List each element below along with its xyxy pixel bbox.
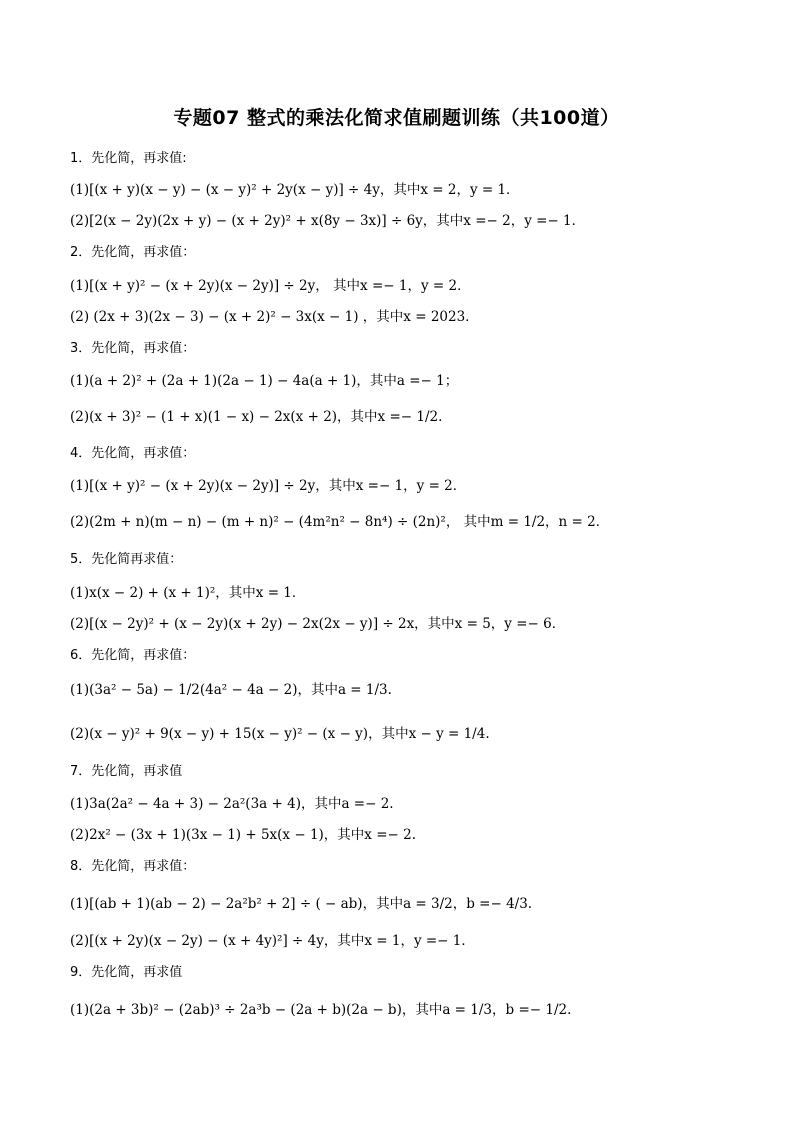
problem-5-part-2: (2)[(x − 2y)² + (x − 2y)(x + 2y) − 2x(2x − y)] ÷ 2x，其中x = 5，y =− 6． xyxy=(70,616,566,632)
problem-4-part-2: (2)(2m + n)(m − n) − (m + n)² − (4m²n² − 8n⁴) ÷ (2n)²， 其中m = 1/2，n = 2． xyxy=(70,514,610,530)
problem-9-heading: 9．先化简，再求值 xyxy=(70,965,183,980)
problem-7-heading: 7．先化简，再求值 xyxy=(70,764,183,779)
document-title: 专题07 整式的乘法化简求值刷题训练（共100道） xyxy=(173,107,620,129)
problem-9-part-1: (1)(2a + 3b)² − (2ab)³ ÷ 2a³b − (2a + b)(2a − b)，其中a = 1/3，b =− 1/2. xyxy=(70,1002,572,1018)
problem-2-part-2: (2) (2x + 3)(2x − 3) − (x + 2)² − 3x(x − 1) ，其中x = 2023． xyxy=(70,309,479,325)
problem-3-part-2: (2)(x + 3)² − (1 + x)(1 − x) − 2x(x + 2)，其中x =− 1/2. xyxy=(70,409,443,425)
problem-7-part-2: (2)2x² − (3x + 1)(3x − 1) + 5x(x − 1)，其中x =− 2. xyxy=(70,827,416,843)
problem-7-part-1: (1)3a(2a² − 4a + 3) − 2a²(3a + 4)，其中a =− 2. xyxy=(70,796,394,812)
problem-3-part-1: (1)(a + 2)² + (2a + 1)(2a − 1) − 4a(a + 1)，其中a =− 1； xyxy=(70,373,459,389)
problem-2-part-1: (1)[(x + y)² − (x + 2y)(x − 2y)] ÷ 2y， 其中x =− 1，y = 2． xyxy=(70,278,471,294)
problem-1-heading: 1．先化简，再求值: xyxy=(70,151,187,166)
problem-6-heading: 6．先化简，再求值： xyxy=(70,648,196,663)
problem-6-part-1: (1)(3a² − 5a) − 1/2(4a² − 4a − 2)，其中a = 1/3. xyxy=(70,682,392,698)
problem-8-heading: 8．先化简，再求值： xyxy=(70,859,196,874)
problem-3-heading: 3．先化简，再求值： xyxy=(70,341,196,356)
problem-1-part-1: (1)[(x + y)(x − y) − (x − y)² + 2y(x − y)] ÷ 4y，其中x = 2，y = 1． xyxy=(70,182,520,198)
problem-8-part-1: (1)[(ab + 1)(ab − 2) − 2a²b² + 2] ÷ ( − ab)，其中a = 3/2，b =− 4/3. xyxy=(70,896,533,912)
problem-4-part-1: (1)[(x + y)² − (x + 2y)(x − 2y)] ÷ 2y，其中x =− 1，y = 2． xyxy=(70,478,467,494)
problem-1-part-2: (2)[2(x − 2y)(2x + y) − (x + 2y)² + x(8y − 3x)] ÷ 6y，其中x =− 2，y =− 1． xyxy=(70,213,586,229)
problem-8-part-2: (2)[(x + 2y)(x − 2y) − (x + 4y)²] ÷ 4y，其中x = 1，y =− 1． xyxy=(70,933,475,949)
problem-2-heading: 2．先化简，再求值： xyxy=(70,245,196,260)
problem-4-heading: 4．先化简，再求值： xyxy=(70,446,196,461)
problem-5-heading: 5．先化简再求值： xyxy=(70,552,183,567)
problem-6-part-2: (2)(x − y)² + 9(x − y) + 15(x − y)² − (x − y)，其中x − y = 1/4. xyxy=(70,726,490,742)
problem-5-part-1: (1)x(x − 2) + (x + 1)²，其中x = 1． xyxy=(70,585,306,601)
